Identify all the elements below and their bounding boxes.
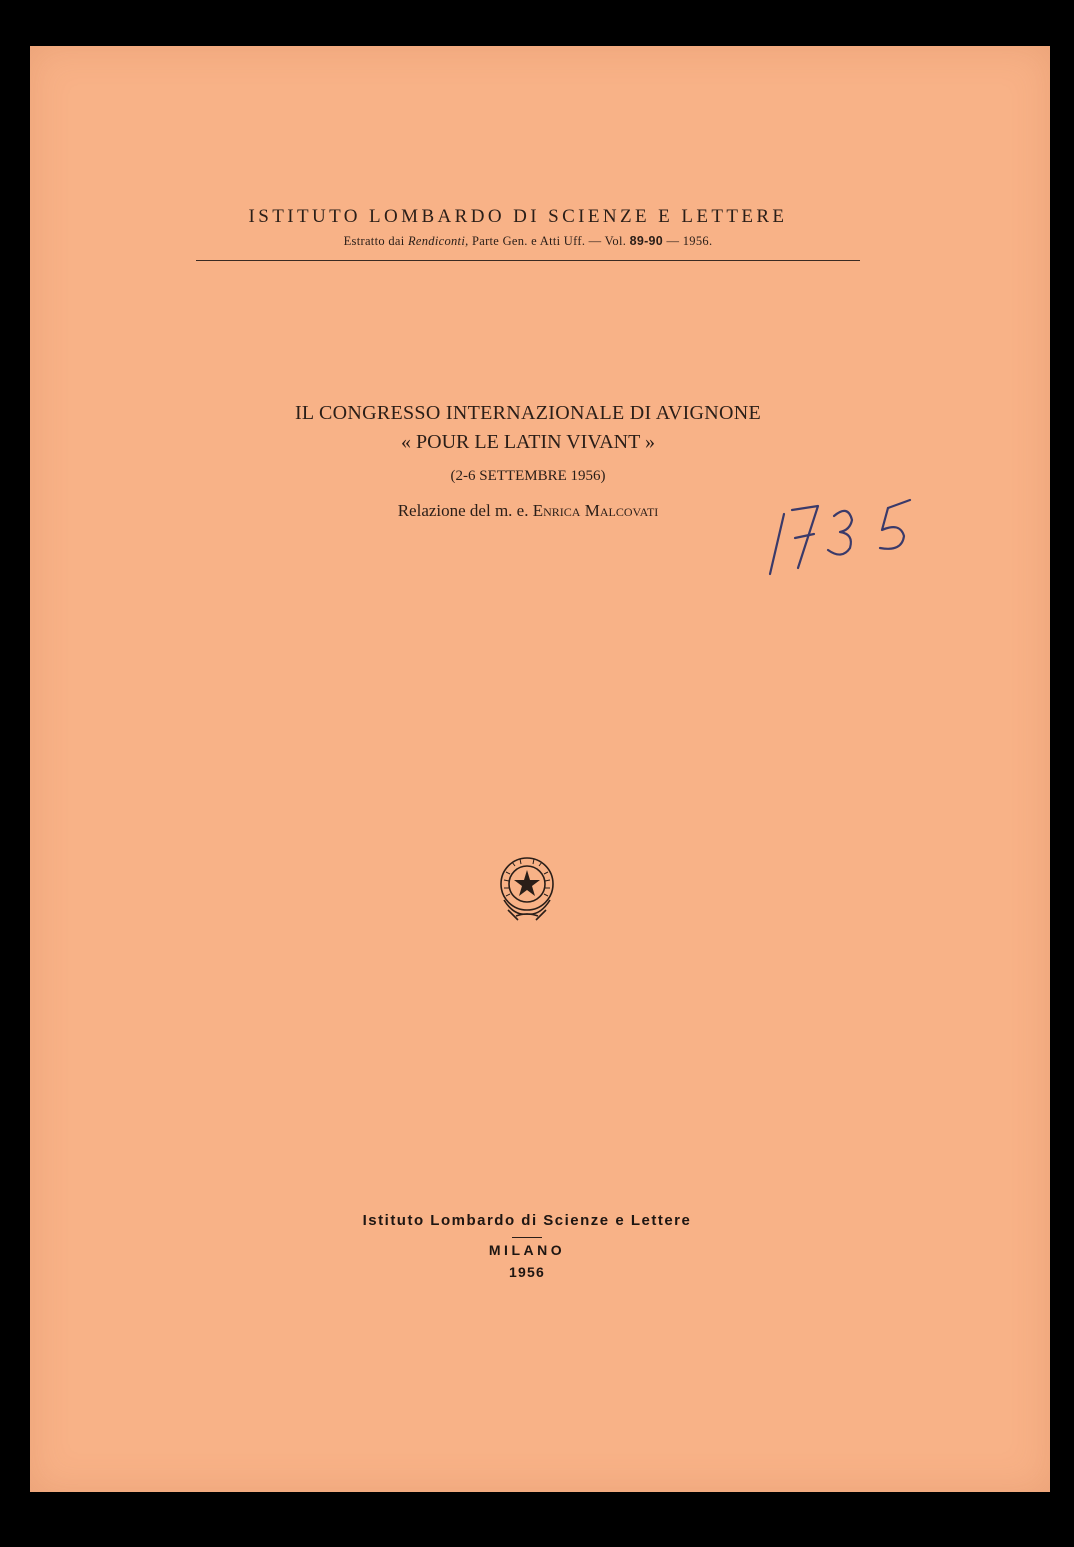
publisher-name: Istituto Lombardo di Scienze e Lettere (362, 1212, 692, 1229)
journal-header (196, 206, 860, 249)
title-dates: (2-6 SETTEMBRE 1956) (450, 468, 606, 484)
extract-volume: 89-90 (629, 234, 664, 248)
extract-note (196, 234, 860, 249)
title-line-2: « POUR LE LATIN VIVANT » (401, 431, 655, 453)
title-block (200, 402, 856, 521)
title-line-1: IL CONGRESSO INTERNAZIONALE DI AVIGNONE (294, 402, 762, 424)
handwritten-number (762, 486, 932, 581)
extract-journal: Rendiconti, (407, 234, 469, 248)
relazione-line (200, 501, 856, 521)
extract-prefix: Estratto dai (343, 234, 405, 248)
extract-mid: Parte Gen. e Atti Uff. — Vol. (471, 234, 627, 248)
publisher-city: MILANO (488, 1242, 566, 1258)
header-rule (196, 260, 860, 261)
relazione-prefix: Relazione del m. e. (397, 501, 529, 520)
extract-suffix: — 1956. (666, 234, 713, 248)
footer-rule (512, 1237, 542, 1238)
publication-year: 1956 (509, 1264, 545, 1280)
author-name: Enrica Malcovati (532, 501, 659, 520)
institution-name: ISTITUTO LOMBARDO DI SCIENZE E LETTERE (248, 206, 788, 227)
publisher-block (300, 1212, 754, 1280)
italian-republic-emblem-icon (494, 850, 560, 922)
